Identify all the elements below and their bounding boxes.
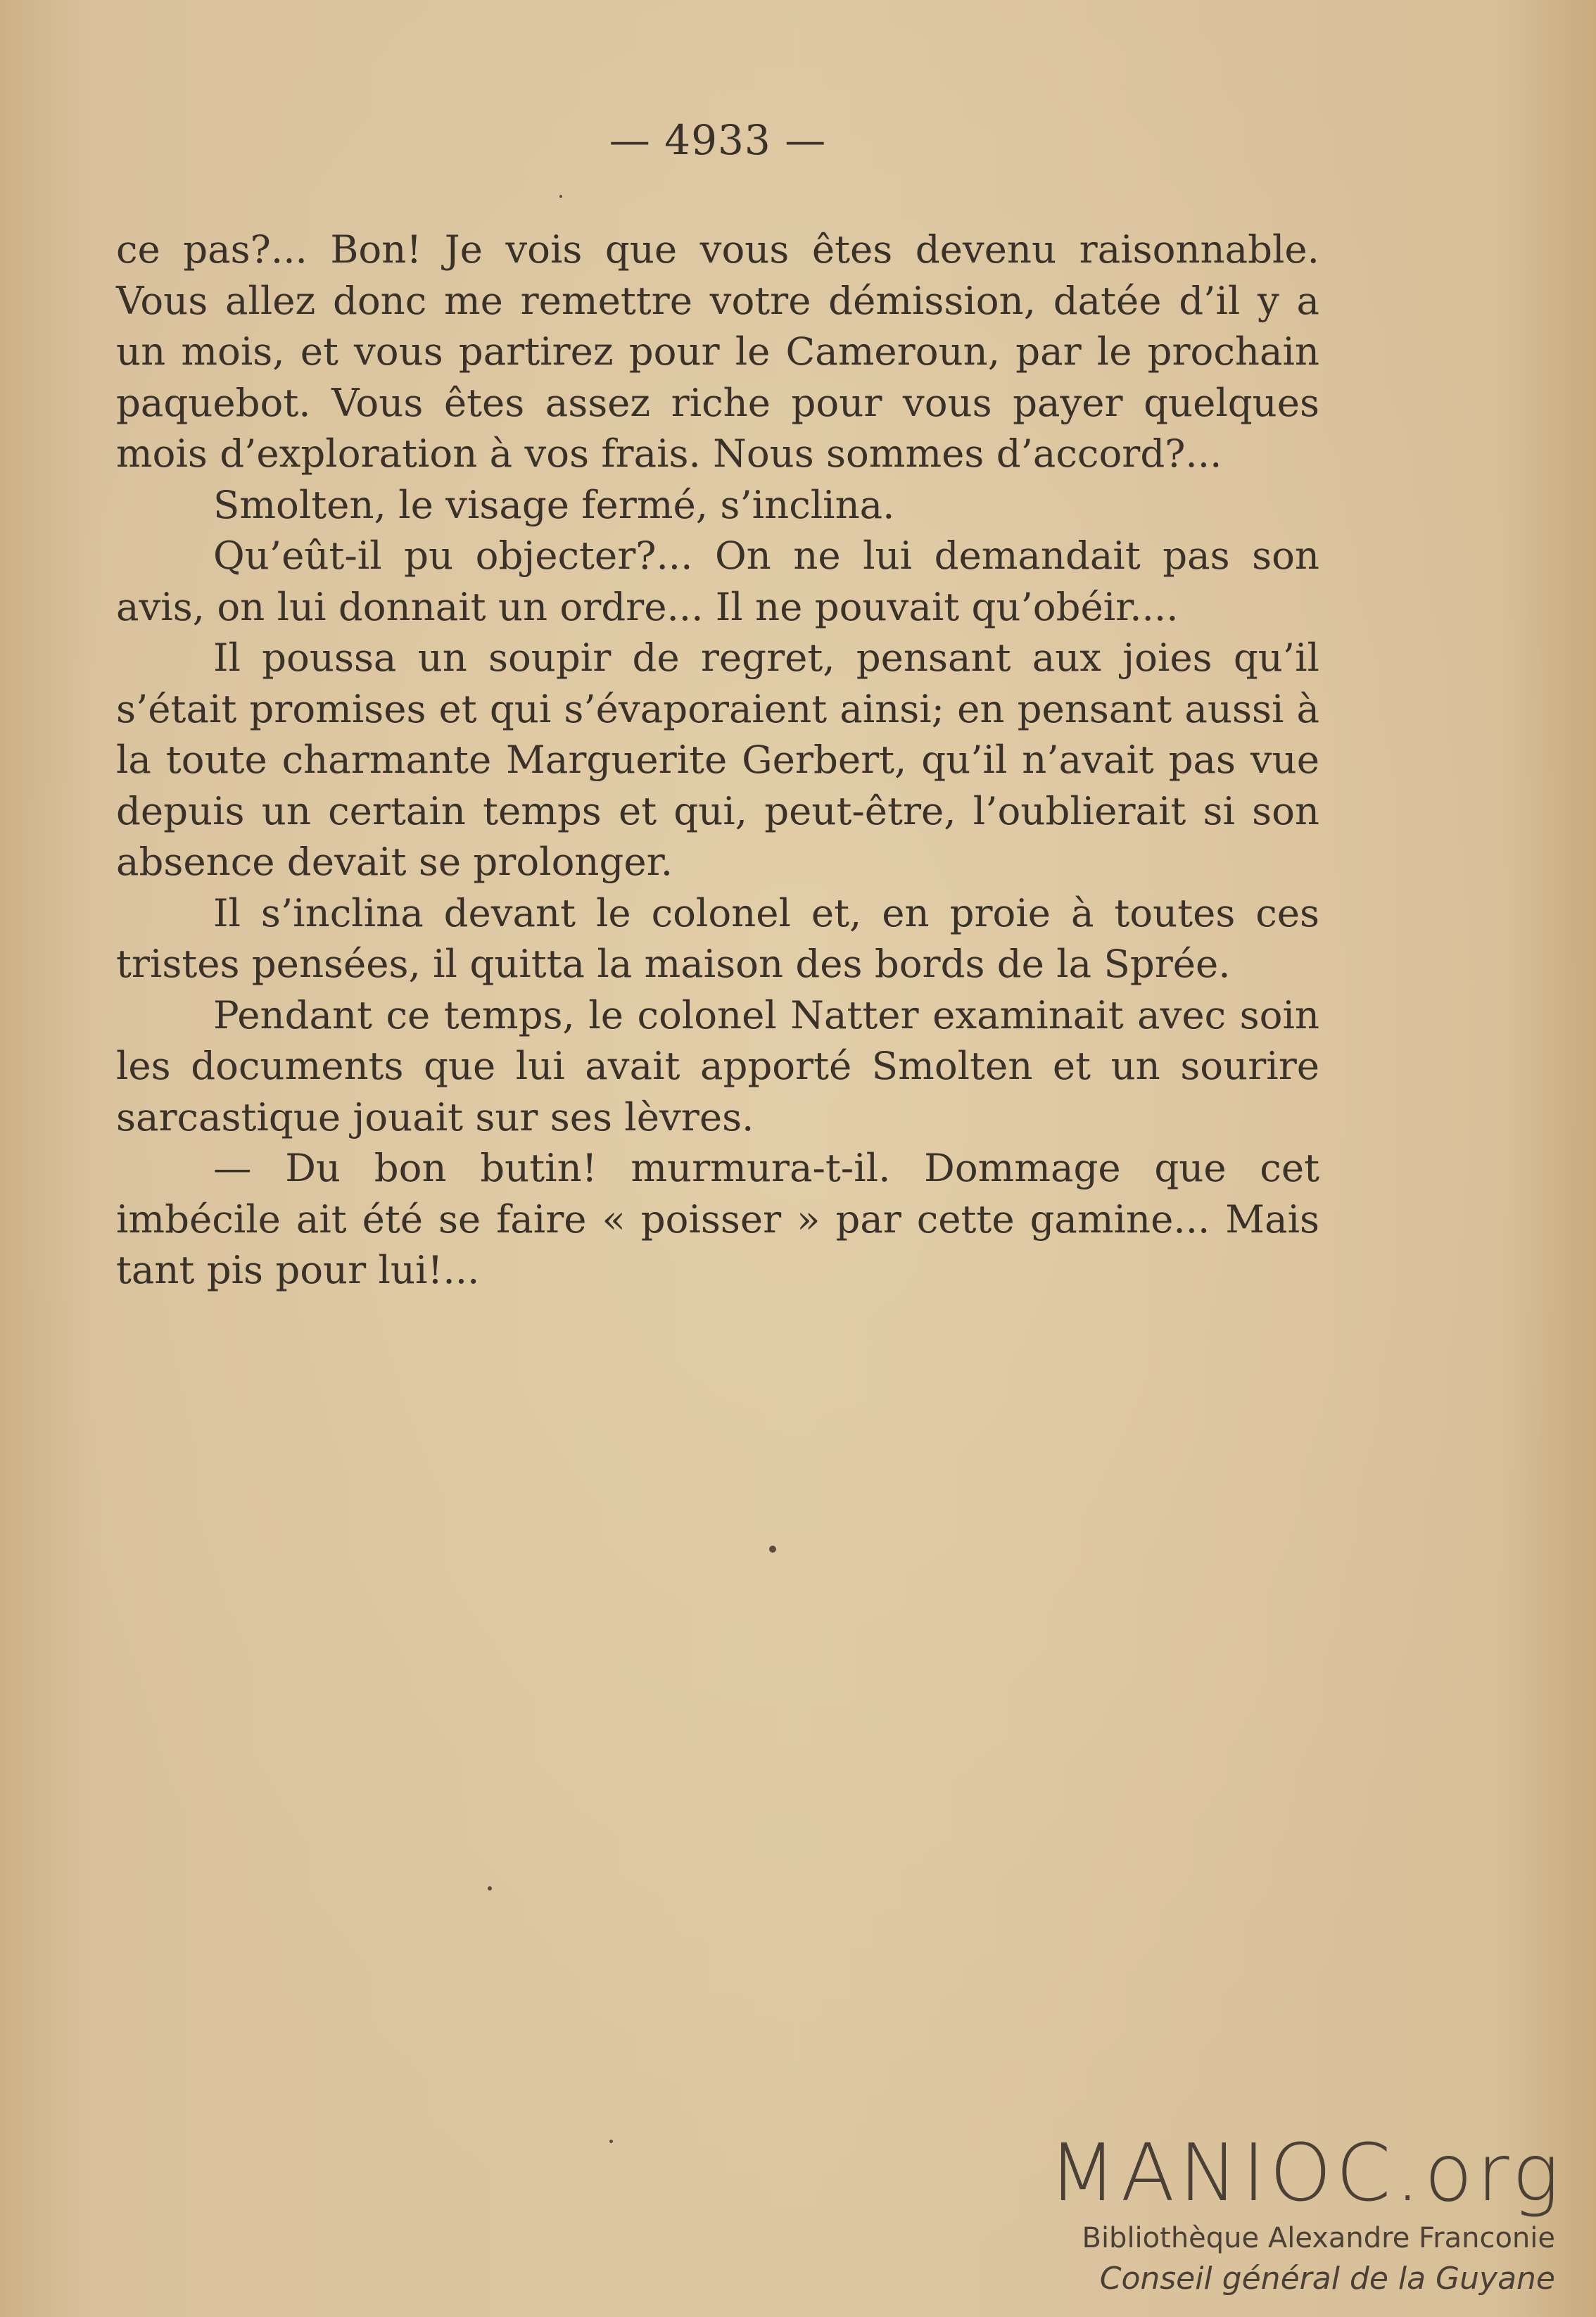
paragraph-continued: ce pas?... Bon! Je vois que vous êtes devenu raisonnable. Vous allez donc me remettre votre démission, datée d’il y a un mois, et vous partirez pour le Cameroun, par le prochain paquebot. Vous êtes assez riche pour vous payer quelques mois d’exploration à vos frais. Nous sommes d’accord?... <box>116 227 1319 476</box>
body-text <box>116 224 1319 1296</box>
library-credit: Bibliothèque Alexandre Franconie <box>1082 2222 1555 2254</box>
paper-speck <box>559 195 562 198</box>
council-credit: Conseil général de la Guyane <box>1099 2261 1555 2297</box>
paragraph: Il s’inclina devant le colonel et, en proie à toutes ces tristes pensées, il quitta la maison des bords de la Sprée. <box>116 890 1319 986</box>
paragraph: Smolten, le visage fermé, s’inclina. <box>213 481 895 527</box>
paragraph: — Du bon butin! murmura-t-il. Dommage que cet imbécile ait été se faire « poisser » par cette gamine... Mais tant pis pour lui!... <box>116 1145 1319 1292</box>
paper-speck <box>769 1546 776 1553</box>
paragraph: Il poussa un soupir de regret, pensant aux joies qu’il s’était promises et qui s’évaporaient ainsi; en pensant aussi à la toute charmante Marguerite Gerbert, qu’il n’avait pas vue depuis un certain temps et qui, peut-être, l’oublierait si son absence devait se prolonger. <box>116 635 1319 884</box>
paragraph: Qu’eût-il pu objecter?... On ne lui demandait pas son avis, on lui donnait un ordre... Il ne pouvait qu’obéir.... <box>116 533 1319 629</box>
paper-speck <box>609 2140 613 2143</box>
paper-speck <box>488 1886 492 1890</box>
manioc-logo: MANIOC.org <box>1049 2128 1564 2219</box>
watermark-footer <box>1049 2128 1564 2300</box>
paragraph: Pendant ce temps, le colonel Natter examinait avec soin les documents que lui avait apporté Smolten et un sourire sarcastique jouait sur ses lèvres. <box>116 992 1319 1139</box>
page-number: — 4933 — <box>609 116 827 164</box>
